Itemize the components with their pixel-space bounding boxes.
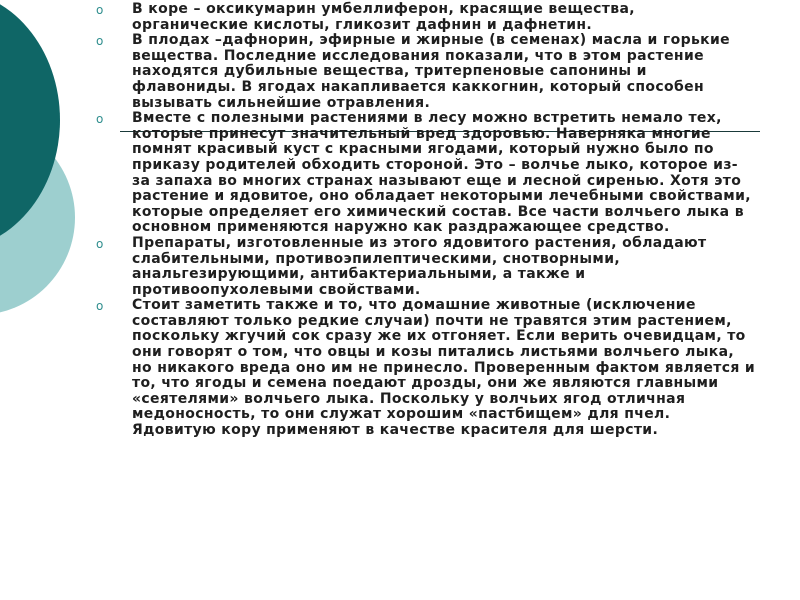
bullet-item	[96, 236, 756, 298]
slide-content	[96, 2, 756, 439]
hollow-circle-bullet-icon: o	[96, 3, 104, 17]
bullet-list	[96, 2, 756, 439]
hollow-circle-bullet-icon: o	[96, 34, 104, 49]
bullet-text: Стоит заметить также и то, что домашние животные (исключение составляют только редкие случаи) почти не травятся этим растением, поскольку жгучий сок сразу же их отгоняет. Если верить очевидцам, то они говорят о том, что овцы и козы питались листьями волчьего лыка, но никакого вреда оно им не принесло. Проверенным фактом является и то, что ягоды и семена поедают дрозды, они же являются главными «сеятелями» волчьего лыка. Поскольку у волчьих ягод отличная медоносность, то они служат хорошим «пастбищем» для пчел. Ядовитую кору применяют в качестве красителя для шерсти.	[132, 297, 756, 439]
hollow-circle-bullet-icon: o	[96, 236, 104, 251]
bullet-text: Вместе с полезными растениями в лесу можно встретить немало тех, которые принесут значительный вред здоровью. Наверняка многие помнят красивый куст с красными ягодами, который нужно было по приказу родителей обходить стороной. Это – волчье лыко, которое из-за запаха во многих странах называют еще и лесной сиренью. Хотя это растение и ядовитое, оно обладает некоторыми лечебными свойствами, которые определяет его химический состав. Все части волчьего лыка в основном применяются наружно как раздражающее средство.	[132, 110, 751, 236]
bullet-item	[96, 2, 756, 33]
bullet-text: В коре – оксикумарин умбеллиферон, красящие вещества, органические кислоты, гликозит дафнин и дафнетин.	[132, 1, 635, 33]
bullet-text: Препараты, изготовленные из этого ядовитого растения, обладают слабительными, противоэпилептическими, снотворными, анальгезирующими, антибактериальными, а также и противоопухолевыми свойствами.	[132, 234, 707, 298]
bullet-item	[96, 298, 756, 438]
hollow-circle-bullet-icon: o	[96, 112, 104, 127]
bullet-item	[96, 33, 756, 111]
hollow-circle-bullet-icon: o	[96, 299, 104, 314]
bullet-text: В плодах –дафнорин, эфирные и жирные (в семенах) масла и горькие вещества. Последние исследования показали, что в этом растение находятся дубильные вещества, тритерпеновые сапонины и флавониды. В ягодах накапливается каккогнин, который способен вызывать сильнейшие отравления.	[132, 32, 730, 111]
bullet-item	[96, 111, 756, 236]
